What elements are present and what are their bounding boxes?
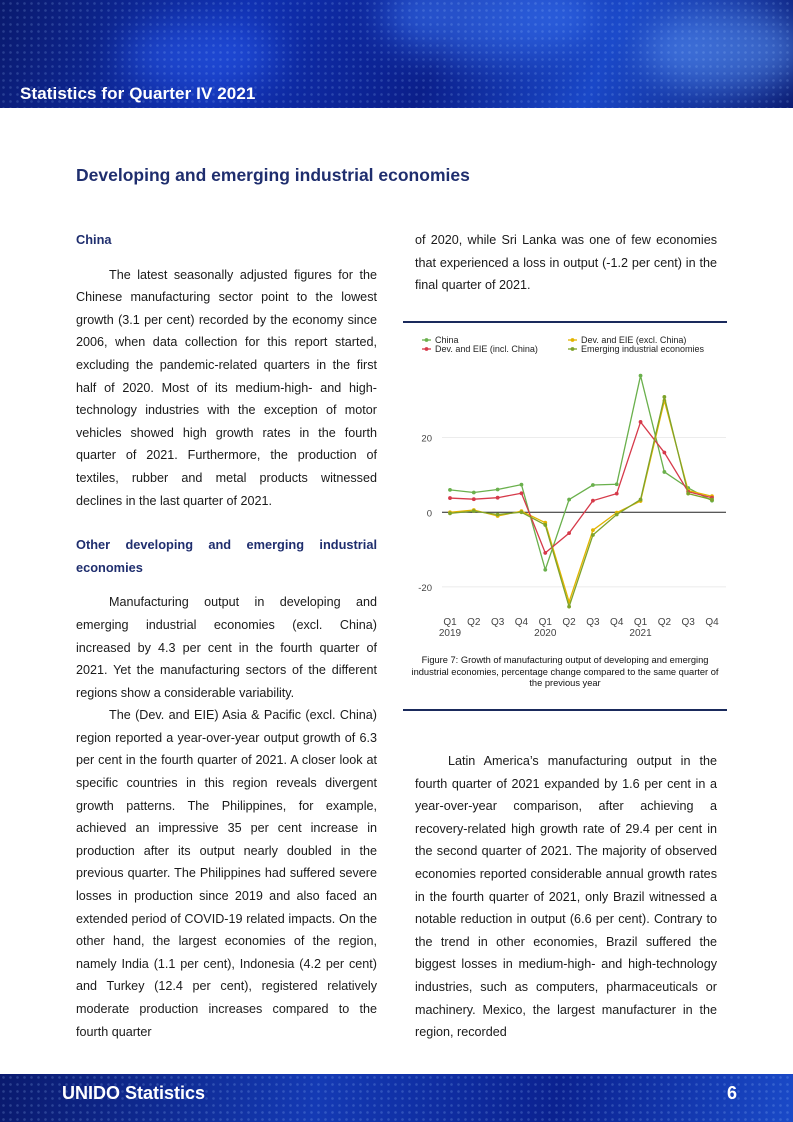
data-point xyxy=(543,568,547,572)
series-line xyxy=(450,422,712,553)
x-tick-label: Q2 xyxy=(562,617,576,628)
section-title: Developing and emerging industrial economies xyxy=(76,165,470,185)
legend-marker xyxy=(425,338,429,342)
x-tick-label: Q1 xyxy=(633,617,648,628)
data-point xyxy=(520,491,524,495)
data-point xyxy=(543,523,547,527)
china-paragraph: The latest seasonally adjusted figures for the Chinese manufacturing sector point to the lowest growth (3.1 per cent) recorded by the economy since 2006, when data collection for this report started, excluding the pandemic-related quarters in the first half of 2020. Most of its medium-high- and high-technology industries with the exception of motor vehicles showed high growth rates in the fourth quarter of 2021. Furthermore, the production of textiles, rubber and metal products witnessed declines in the last quarter of 2021. xyxy=(76,267,377,508)
right-column-top xyxy=(415,229,717,297)
figure-caption: Figure 7: Growth of manufacturing output of developing and emerging industrial economies, percentage change compared to the same quarter of the previous year xyxy=(411,655,719,688)
x-tick-label: Q1 xyxy=(443,617,457,628)
continuation-paragraph: of 2020, while Sri Lanka was one of few economies that experienced a loss in output (-1.2 per cent) in the final quarter of 2021. xyxy=(415,233,717,293)
legend-marker xyxy=(425,347,429,351)
other-paragraph-1: Manufacturing output in developing and emerging industrial economies (excl. China) increased by 4.3 per cent in the fourth quarter of 2021. Yet the manufacturing sectors of the different regions show a considerable variability. xyxy=(76,595,377,700)
other-economies-heading: Other developing and emerging industrial economies xyxy=(76,537,377,575)
legend-label: Dev. and EIE (excl. China) xyxy=(581,335,687,345)
data-point xyxy=(591,499,595,503)
x-tick-label: Q3 xyxy=(681,617,695,628)
data-point xyxy=(496,513,500,517)
legend-label: China xyxy=(435,335,459,345)
left-column xyxy=(76,229,377,1043)
legend-label: Dev. and EIE (incl. China) xyxy=(435,344,538,354)
data-point xyxy=(472,509,476,513)
legend-marker xyxy=(571,347,575,351)
data-point xyxy=(639,374,643,378)
data-point xyxy=(496,488,500,492)
x-tick-label: Q3 xyxy=(586,617,600,628)
footer-label: UNIDO Statistics xyxy=(62,1083,206,1103)
x-tick-label: Q2 xyxy=(657,617,672,628)
china-heading: China xyxy=(76,232,112,247)
x-tick-label: Q4 xyxy=(610,617,624,628)
data-point xyxy=(662,451,666,455)
data-point xyxy=(615,492,619,496)
data-point xyxy=(639,498,643,502)
data-point xyxy=(472,497,476,501)
x-tick-label: Q3 xyxy=(490,617,505,628)
footer-banner xyxy=(0,1074,793,1122)
data-point xyxy=(591,483,595,487)
series-line xyxy=(450,376,712,570)
x-tick-label: Q4 xyxy=(705,617,719,628)
data-point xyxy=(591,533,595,537)
data-point xyxy=(567,498,571,502)
data-point xyxy=(496,496,500,500)
y-tick-label: 0 xyxy=(426,508,432,520)
y-tick-label: -20 xyxy=(418,582,432,594)
year-label: 2021 xyxy=(629,628,652,639)
data-point xyxy=(591,528,595,532)
year-label: 2020 xyxy=(534,628,557,639)
data-point xyxy=(448,496,452,500)
x-tick-label: Q4 xyxy=(514,617,529,628)
data-point xyxy=(567,605,571,609)
page-number: 6 xyxy=(726,1083,737,1103)
growth-line-chart xyxy=(403,323,727,653)
data-point xyxy=(520,483,524,487)
right-column-bottom xyxy=(415,750,717,1044)
data-point xyxy=(662,470,666,474)
data-point xyxy=(710,498,714,502)
year-label: 2019 xyxy=(438,628,462,639)
data-point xyxy=(448,488,452,492)
data-point xyxy=(520,510,524,514)
legend-marker xyxy=(571,338,575,342)
data-point xyxy=(662,395,666,399)
data-point xyxy=(615,482,619,486)
x-tick-label: Q1 xyxy=(538,617,552,628)
y-tick-label: 20 xyxy=(421,433,432,445)
x-tick-label: Q2 xyxy=(467,617,481,628)
data-point xyxy=(686,492,690,496)
data-point xyxy=(448,511,452,515)
data-point xyxy=(543,551,547,555)
data-point xyxy=(472,491,476,495)
data-point xyxy=(615,513,619,517)
figure-7 xyxy=(403,321,727,711)
data-point xyxy=(639,420,643,424)
data-point xyxy=(567,531,571,535)
header-title: Statistics for Quarter IV 2021 xyxy=(20,84,256,103)
legend-label: Emerging industrial economies xyxy=(581,344,705,354)
latin-america-paragraph: Latin America’s manufacturing output in the fourth quarter of 2021 expanded by 1.6 per cent in a year-over-year comparison, after achieving a recovery-related high growth rate of 29.4 per cent in the second quarter of 2021. The majority of observed economies reported considerable annual growth rates in the fourth quarter of 2021, only Brazil witnessed a notable reduction in output (6.6 per cent). Contrary to the trend in other economies, Brazil suffered the biggest losses in medium-high- and high-technology industries, such as computers, pharmaceuticals or machinery. Mexico, the largest manufacturer in the region, recorded xyxy=(415,754,717,1040)
series-line xyxy=(450,397,712,607)
header-banner xyxy=(0,0,793,108)
other-paragraph-2: The (Dev. and EIE) Asia & Pacific (excl. China) region reported a year-over-year output growth of 6.3 per cent in the fourth quarter of 2021. A closer look at specific countries in this region reveals divergent growth patterns. The Philippines, for example, achieved an impressive 35 per cent increase in production after its output nearly doubled in the previous quarter. The Philippines had suffered severe losses in production since 2019 and also faced an extended period of COVID-19 related impacts. On the other hand, the largest economies of the region, namely India (1.1 per cent), Indonesia (4.2 per cent) and Turkey (12.4 per cent), registered relatively moderate production increases compared to the fourth quarter xyxy=(76,708,377,1039)
